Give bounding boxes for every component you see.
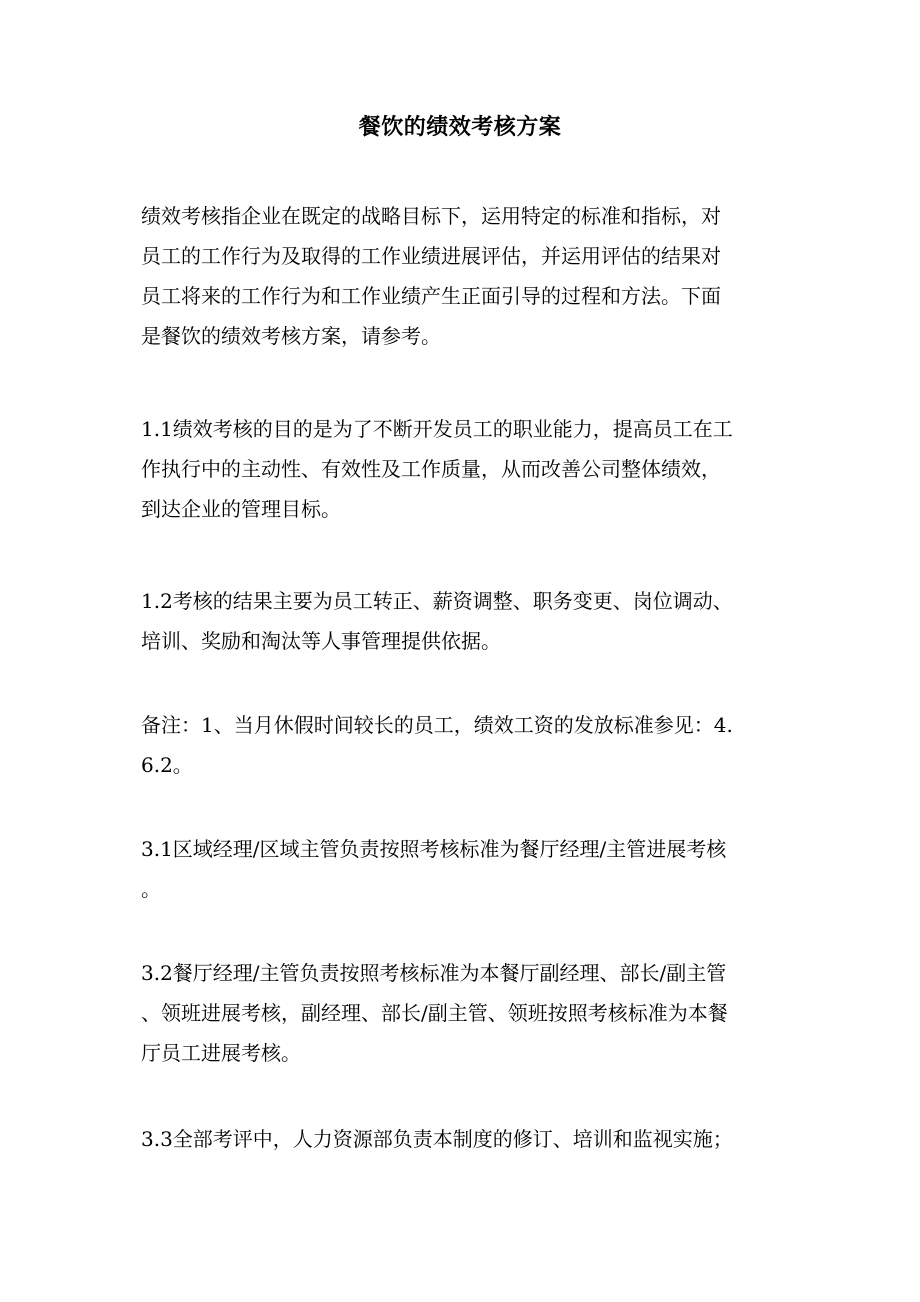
paragraph-line: 1.1绩效考核的目的是为了不断开发员工的职业能力，提高员工在工 xyxy=(141,417,733,441)
paragraph-line: 3.2餐厅经理/主管负责按照考核标准为本餐厅副经理、部长/副主管 xyxy=(141,961,727,985)
paragraph-line: 、领班进展考核，副经理、部长/副主管、领班按照考核标准为本餐 xyxy=(141,1001,728,1025)
section-3-2-paragraph xyxy=(141,953,781,1073)
paragraph-line: 作执行中的主动性、有效性及工作质量，从而改善公司整体绩效， xyxy=(141,457,721,481)
paragraph-line: 到达企业的管理目标。 xyxy=(141,497,341,521)
note-paragraph xyxy=(141,705,781,785)
intro-paragraph xyxy=(141,196,781,356)
paragraph-line: 员工将来的工作行为和工作业绩产生正面引导的过程和方法。下面 xyxy=(141,284,721,308)
section-1-2-paragraph xyxy=(141,581,781,661)
paragraph-line: 绩效考核指企业在既定的战略目标下，运用特定的标准和指标，对 xyxy=(141,204,721,228)
paragraph-line: 员工的工作行为及取得的工作业绩进展评估，并运用评估的结果对 xyxy=(141,244,721,268)
paragraph-line: 6.2。 xyxy=(141,753,193,777)
paragraph-line: 1.2考核的结果主要为员工转正、薪资调整、职务变更、岗位调动、 xyxy=(141,589,733,613)
paragraph-line: 是餐饮的绩效考核方案，请参考。 xyxy=(141,324,441,348)
paragraph-line: 备注：1、当月休假时间较长的员工，绩效工资的发放标准参见：4. xyxy=(141,713,733,737)
section-3-3-paragraph xyxy=(141,1119,781,1159)
section-3-1-paragraph xyxy=(141,829,781,909)
paragraph-line: 厅员工进展考核。 xyxy=(141,1041,301,1065)
paragraph-line: 培训、奖励和淘汰等人事管理提供依据。 xyxy=(141,629,501,653)
paragraph-line: 3.3全部考评中，人力资源部负责本制度的修订、培训和监视实施； xyxy=(141,1127,733,1151)
paragraph-line: 3.1区域经理/区域主管负责按照考核标准为餐厅经理/主管进展考核 xyxy=(141,837,727,861)
document-title: 餐饮的绩效考核方案 xyxy=(358,114,562,140)
section-1-1-paragraph xyxy=(141,409,781,529)
paragraph-line: 。 xyxy=(141,877,161,901)
